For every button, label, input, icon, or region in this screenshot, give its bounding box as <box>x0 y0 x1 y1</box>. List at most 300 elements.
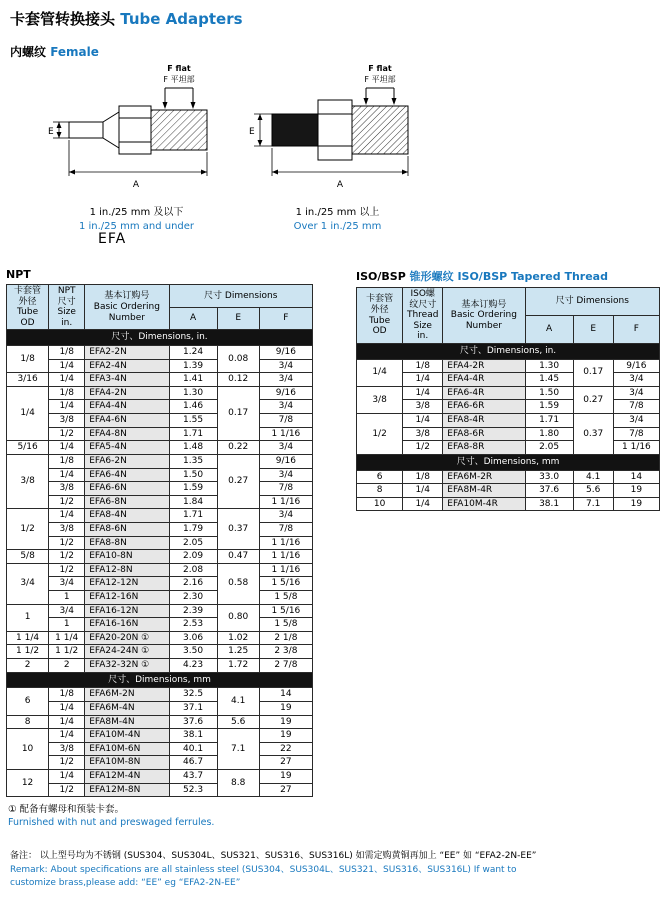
figure-caption-small <box>44 206 229 233</box>
page-subtitle <box>10 43 243 60</box>
table-row <box>357 359 660 373</box>
value-cell: 1.79 <box>169 522 217 536</box>
ordering-number-cell: EFA2-4N <box>85 359 169 373</box>
taper-section <box>103 112 119 148</box>
value-cell: 2 <box>49 659 85 673</box>
ordering-number-cell: EFA10M-4R <box>443 497 525 511</box>
value-cell: 1/2 <box>49 783 85 797</box>
ordering-number-cell: EFA12M-8N <box>85 783 169 797</box>
footnote-en: Furnished with nut and preswaged ferrules. <box>8 817 215 829</box>
value-cell: 52.3 <box>169 783 217 797</box>
tube-stub <box>69 122 103 138</box>
value-cell: 0.17 <box>573 359 613 386</box>
value-cell: 3/8 <box>49 482 85 496</box>
ordering-number-cell: EFA8-4R <box>443 414 525 428</box>
iso-section-title <box>356 268 660 284</box>
figures-area <box>44 60 430 233</box>
dim-label-e: E <box>47 127 54 137</box>
value-cell: 1/2 <box>49 563 85 577</box>
page-subtitle-zh: 内螺纹 <box>10 45 47 59</box>
footnote <box>6 803 313 830</box>
figure-caption-large <box>245 206 430 233</box>
value-cell: 9/16 <box>613 359 659 373</box>
ordering-number-cell: EFA6M-2N <box>85 688 169 702</box>
npt-section <box>6 268 313 830</box>
ordering-number-cell: EFA6M-2R <box>443 470 525 484</box>
column-header: 卡套管 外径 Tube OD <box>7 285 49 330</box>
value-cell: 1/4 <box>49 468 85 482</box>
dim-label-a: A <box>336 180 343 190</box>
value-cell: 19 <box>613 497 659 511</box>
iso-table-container <box>356 287 660 511</box>
value-cell: 3/4 <box>259 400 312 414</box>
value-cell: 38.1 <box>169 729 217 743</box>
value-cell: 19 <box>259 715 312 729</box>
ordering-number-cell: EFA6-4R <box>443 386 525 400</box>
flat-label-en: F flat <box>367 64 392 73</box>
value-cell: 5/16 <box>7 441 49 455</box>
flat-dimension-arrows <box>165 88 193 104</box>
column-header: NPT 尺寸 Size in. <box>49 285 85 330</box>
ordering-number-cell: EFA6-4N <box>85 468 169 482</box>
value-cell: 19 <box>259 701 312 715</box>
value-cell: 9/16 <box>259 454 312 468</box>
table-row <box>7 550 313 564</box>
dimensions-header: 尺寸 Dimensions <box>169 285 313 308</box>
value-cell: 3/8 <box>7 454 49 508</box>
ordering-number-cell: EFA6M-4N <box>85 701 169 715</box>
dimension-sub-header: F <box>259 307 312 330</box>
value-cell: 3.50 <box>169 645 217 659</box>
value-cell: 3/4 <box>613 414 659 428</box>
dimension-sub-header: E <box>573 316 613 344</box>
value-cell: 2.09 <box>169 550 217 564</box>
value-cell: 46.7 <box>169 756 217 770</box>
value-cell: 1/4 <box>357 359 403 386</box>
dimension-sub-header: F <box>613 316 659 344</box>
table-row <box>7 659 313 673</box>
value-cell: 12 <box>7 769 49 796</box>
value-cell: 1/4 <box>403 484 443 498</box>
value-cell: 1.84 <box>169 495 217 509</box>
value-cell: 3/4 <box>49 577 85 591</box>
threaded-end <box>352 106 408 154</box>
value-cell: 4.1 <box>573 470 613 484</box>
table-row <box>357 400 660 414</box>
ordering-number-cell: EFA6-6N <box>85 482 169 496</box>
bore-section <box>272 114 318 146</box>
ordering-number-cell: EFA8-4N <box>85 509 169 523</box>
value-cell: 10 <box>7 729 49 770</box>
value-cell: 1/4 <box>49 701 85 715</box>
value-cell: 27 <box>259 756 312 770</box>
table-row <box>7 495 313 509</box>
value-cell: 0.27 <box>217 454 259 508</box>
ordering-number-cell: EFA4-8N <box>85 427 169 441</box>
value-cell: 19 <box>613 484 659 498</box>
value-cell: 1/2 <box>7 509 49 550</box>
table-row <box>7 742 313 756</box>
value-cell: 1/4 <box>403 414 443 428</box>
value-cell: 6 <box>7 688 49 715</box>
value-cell: 3/4 <box>259 373 312 387</box>
table-row <box>7 715 313 729</box>
value-cell: 0.27 <box>573 386 613 413</box>
page-title <box>10 8 243 29</box>
dim-arrowhead <box>257 140 262 146</box>
column-header: 卡套管 外径 Tube OD <box>357 288 403 344</box>
value-cell: 1/4 <box>49 729 85 743</box>
value-cell: 1.41 <box>169 373 217 387</box>
ordering-number-cell: EFA12-12N <box>85 577 169 591</box>
table-row <box>357 484 660 498</box>
value-cell: 1 1/2 <box>7 645 49 659</box>
table-row <box>357 427 660 441</box>
ordering-number-cell: EFA16-12N <box>85 604 169 618</box>
value-cell: 2.05 <box>525 441 573 455</box>
value-cell: 0.08 <box>217 346 259 373</box>
dim-arrowhead <box>56 132 61 138</box>
table-row <box>7 591 313 605</box>
page-title-en: Tube Adapters <box>120 10 243 28</box>
value-cell: 2 3/8 <box>259 645 312 659</box>
value-cell: 33.0 <box>525 470 573 484</box>
value-cell: 1 <box>7 604 49 631</box>
dim-arrowhead <box>201 170 207 175</box>
value-cell: 2.30 <box>169 591 217 605</box>
value-cell: 14 <box>259 688 312 702</box>
value-cell: 1 1/16 <box>259 550 312 564</box>
value-cell: 1/4 <box>7 386 49 440</box>
caption-en: 1 in./25 mm and under <box>78 220 195 232</box>
table-row <box>7 783 313 797</box>
dim-arrowhead <box>69 170 75 175</box>
value-cell: 1/4 <box>49 441 85 455</box>
value-cell: 1/2 <box>49 427 85 441</box>
value-cell: 1.02 <box>217 631 259 645</box>
value-cell: 1.71 <box>525 414 573 428</box>
ordering-number-cell: EFA12-16N <box>85 591 169 605</box>
remark-line1-zh: 备注： 以上型号均为不锈钢 (SUS304、SUS304L、SUS321、SUS316、SUS316L) 如需定购黄铜再加上 “EE” 如 “EFA2-2N-EE” <box>10 851 537 861</box>
value-cell: 1/4 <box>49 373 85 387</box>
value-cell: 3/8 <box>49 414 85 428</box>
value-cell: 1 1/4 <box>7 631 49 645</box>
ordering-number-cell: EFA32-32N ① <box>85 659 169 673</box>
flat-arrowhead <box>162 102 167 109</box>
value-cell: 0.12 <box>217 373 259 387</box>
hex-nut <box>318 100 352 160</box>
value-cell: 1/2 <box>357 414 403 455</box>
value-cell: 1/4 <box>403 497 443 511</box>
value-cell: 0.47 <box>217 550 259 564</box>
value-cell: 9/16 <box>259 386 312 400</box>
value-cell: 1.48 <box>169 441 217 455</box>
caption-en: Over 1 in./25 mm <box>293 220 382 232</box>
npt-section-title: NPT <box>6 268 31 281</box>
value-cell: 1/2 <box>403 441 443 455</box>
value-cell: 1.30 <box>525 359 573 373</box>
value-cell: 0.22 <box>217 441 259 455</box>
table-row <box>7 701 313 715</box>
flat-arrowhead <box>190 102 195 109</box>
ordering-number-cell: EFA10M-4N <box>85 729 169 743</box>
ordering-number-cell: EFA4-2N <box>85 386 169 400</box>
dimensions-header: 尺寸 Dimensions <box>525 288 659 316</box>
table-row <box>357 386 660 400</box>
value-cell: 2 7/8 <box>259 659 312 673</box>
value-cell: 1 5/16 <box>259 577 312 591</box>
table-row <box>7 769 313 783</box>
table-row <box>7 359 313 373</box>
value-cell: 9/16 <box>259 346 312 360</box>
value-cell: 1 5/8 <box>259 618 312 632</box>
table-row <box>7 522 313 536</box>
value-cell: 37.6 <box>525 484 573 498</box>
value-cell: 38.1 <box>525 497 573 511</box>
ordering-number-cell: EFA10M-8N <box>85 756 169 770</box>
threaded-end <box>151 110 207 150</box>
ordering-number-cell: EFA5-4N <box>85 441 169 455</box>
table-row <box>357 497 660 511</box>
value-cell: 1/8 <box>49 346 85 360</box>
value-cell: 37.6 <box>169 715 217 729</box>
table-row <box>357 470 660 484</box>
flat-label-zh: F 平坦部 <box>363 75 396 84</box>
value-cell: 1/4 <box>49 359 85 373</box>
dim-arrowhead <box>257 114 262 120</box>
dim-label-e: E <box>248 127 255 137</box>
table-row <box>7 604 313 618</box>
value-cell: 3/8 <box>357 386 403 413</box>
value-cell: 22 <box>259 742 312 756</box>
section-bar: 尺寸、Dimensions, in. <box>7 330 313 346</box>
ordering-number-cell: EFA16-16N <box>85 618 169 632</box>
value-cell: 1 5/8 <box>259 591 312 605</box>
table-row <box>7 563 313 577</box>
flat-label-en: F flat <box>166 64 191 73</box>
dimension-e <box>254 114 272 146</box>
dimension-sub-header: A <box>525 316 573 344</box>
table-row <box>357 414 660 428</box>
ordering-number-cell: EFA2-2N <box>85 346 169 360</box>
value-cell: 1/8 <box>403 470 443 484</box>
section-bar: 尺寸、Dimensions, in. <box>357 344 660 360</box>
value-cell: 3/8 <box>49 742 85 756</box>
value-cell: 0.80 <box>217 604 259 631</box>
value-cell: 1.50 <box>169 468 217 482</box>
section-bar: 尺寸、Dimensions, mm <box>7 672 313 688</box>
table-row <box>7 618 313 632</box>
value-cell: 4.23 <box>169 659 217 673</box>
value-cell: 3/8 <box>403 400 443 414</box>
table-row <box>7 509 313 523</box>
model-series-label: EFA <box>98 231 127 247</box>
column-header: 基本订购号 Basic Ordering Number <box>85 285 169 330</box>
value-cell: 1.59 <box>169 482 217 496</box>
value-cell: 1.80 <box>525 427 573 441</box>
adapter-drawing-small <box>47 60 227 200</box>
value-cell: 10 <box>357 497 403 511</box>
caption-zh: 1 in./25 mm 及以下 <box>89 207 184 218</box>
value-cell: 1/8 <box>49 386 85 400</box>
iso-title-main: ISO/BSP <box>356 270 406 283</box>
flat-arrowhead <box>363 98 368 105</box>
value-cell: 14 <box>613 470 659 484</box>
value-cell: 0.37 <box>217 509 259 550</box>
value-cell: 27 <box>259 783 312 797</box>
value-cell: 1.72 <box>217 659 259 673</box>
value-cell: 3/4 <box>613 386 659 400</box>
ordering-number-cell: EFA10M-6N <box>85 742 169 756</box>
figure-large-adapter <box>245 60 430 233</box>
value-cell: 19 <box>259 729 312 743</box>
value-cell: 0.58 <box>217 563 259 604</box>
remark <box>10 850 660 891</box>
value-cell: 1 5/16 <box>259 604 312 618</box>
value-cell: 7/8 <box>613 400 659 414</box>
value-cell: 7/8 <box>259 482 312 496</box>
value-cell: 40.1 <box>169 742 217 756</box>
value-cell: 3/4 <box>49 604 85 618</box>
value-cell: 1.39 <box>169 359 217 373</box>
table-row <box>7 688 313 702</box>
value-cell: 2.08 <box>169 563 217 577</box>
ordering-number-cell: EFA8-8R <box>443 441 525 455</box>
value-cell: 6 <box>357 470 403 484</box>
value-cell: 1.55 <box>169 414 217 428</box>
value-cell: 2.16 <box>169 577 217 591</box>
value-cell: 5.6 <box>573 484 613 498</box>
value-cell: 43.7 <box>169 769 217 783</box>
table-row <box>357 373 660 387</box>
value-cell: 1/2 <box>49 495 85 509</box>
value-cell: 8 <box>357 484 403 498</box>
figure-small-adapter <box>44 60 229 233</box>
column-header: ISO螺 纹尺寸 Thread Size in. <box>403 288 443 344</box>
value-cell: 2.39 <box>169 604 217 618</box>
adapter-drawing-large <box>248 60 428 200</box>
value-cell: 8 <box>7 715 49 729</box>
hex-nut <box>119 106 151 154</box>
iso-section <box>356 268 660 511</box>
table-row <box>7 454 313 468</box>
value-cell: 1/8 <box>7 346 49 373</box>
ordering-number-cell: EFA6-6R <box>443 400 525 414</box>
table-row <box>7 400 313 414</box>
ordering-number-cell: EFA3-4N <box>85 373 169 387</box>
ordering-number-cell: EFA8-8N <box>85 536 169 550</box>
dimension-sub-header: E <box>217 307 259 330</box>
value-cell: 1 <box>49 591 85 605</box>
value-cell: 3/8 <box>49 522 85 536</box>
value-cell: 1.71 <box>169 427 217 441</box>
value-cell: 7/8 <box>259 522 312 536</box>
value-cell: 1/4 <box>49 715 85 729</box>
column-header: 基本订购号 Basic Ordering Number <box>443 288 525 344</box>
value-cell: 5.6 <box>217 715 259 729</box>
value-cell: 1.71 <box>169 509 217 523</box>
value-cell: 1.59 <box>525 400 573 414</box>
page-subtitle-en: Female <box>50 45 99 59</box>
table-row <box>7 645 313 659</box>
table-row <box>7 482 313 496</box>
value-cell: 1/2 <box>49 536 85 550</box>
dim-arrowhead <box>56 122 61 128</box>
value-cell: 3/4 <box>613 373 659 387</box>
value-cell: 37.1 <box>169 701 217 715</box>
ordering-number-cell: EFA24-24N ① <box>85 645 169 659</box>
value-cell: 1/2 <box>49 550 85 564</box>
value-cell: 1 1/16 <box>259 495 312 509</box>
iso-title-sub: 锥形螺纹 ISO/BSP Tapered Thread <box>409 270 608 283</box>
value-cell: 3/4 <box>7 563 49 604</box>
dimension-sub-header: A <box>169 307 217 330</box>
ordering-number-cell: EFA20-20N ① <box>85 631 169 645</box>
value-cell: 1.24 <box>169 346 217 360</box>
value-cell: 1.30 <box>169 386 217 400</box>
dim-label-a: A <box>132 180 139 190</box>
value-cell: 1/4 <box>403 373 443 387</box>
value-cell: 1/4 <box>403 386 443 400</box>
value-cell: 7.1 <box>573 497 613 511</box>
table-row <box>7 468 313 482</box>
table-row <box>7 631 313 645</box>
value-cell: 3/16 <box>7 373 49 387</box>
value-cell: 1.46 <box>169 400 217 414</box>
value-cell: 1/8 <box>49 454 85 468</box>
flat-label-zh: F 平坦部 <box>162 75 195 84</box>
value-cell: 1/4 <box>49 400 85 414</box>
table-row <box>7 577 313 591</box>
value-cell: 1 1/16 <box>613 441 659 455</box>
section-bar: 尺寸、Dimensions, mm <box>357 454 660 470</box>
page-header <box>10 8 243 60</box>
value-cell: 1.45 <box>525 373 573 387</box>
table-row <box>7 346 313 360</box>
value-cell: 8.8 <box>217 769 259 796</box>
table-row <box>7 386 313 400</box>
value-cell: 3/4 <box>259 441 312 455</box>
value-cell: 1 <box>49 618 85 632</box>
value-cell: 1/8 <box>49 688 85 702</box>
table-row <box>7 536 313 550</box>
ordering-number-cell: EFA8-6N <box>85 522 169 536</box>
value-cell: 1/8 <box>403 359 443 373</box>
page-title-zh: 卡套管转换接头 <box>10 10 116 28</box>
dim-arrowhead <box>272 170 278 175</box>
ordering-number-cell: EFA12M-4N <box>85 769 169 783</box>
value-cell: 1.50 <box>525 386 573 400</box>
ordering-number-cell: EFA4-4N <box>85 400 169 414</box>
table-row <box>7 756 313 770</box>
ordering-number-cell: EFA4-2R <box>443 359 525 373</box>
value-cell: 7/8 <box>613 427 659 441</box>
value-cell: 3/4 <box>259 509 312 523</box>
table-row <box>7 414 313 428</box>
ordering-number-cell: EFA8-6R <box>443 427 525 441</box>
value-cell: 0.17 <box>217 386 259 440</box>
value-cell: 1/4 <box>49 769 85 783</box>
ordering-number-cell: EFA12-8N <box>85 563 169 577</box>
ordering-number-cell: EFA4-4R <box>443 373 525 387</box>
value-cell: 7.1 <box>217 729 259 770</box>
ordering-number-cell: EFA6-8N <box>85 495 169 509</box>
caption-zh: 1 in./25 mm 以上 <box>295 207 380 218</box>
table-row <box>7 373 313 387</box>
ordering-number-cell: EFA8M-4N <box>85 715 169 729</box>
value-cell: 5/8 <box>7 550 49 564</box>
ordering-number-cell: EFA8M-4R <box>443 484 525 498</box>
